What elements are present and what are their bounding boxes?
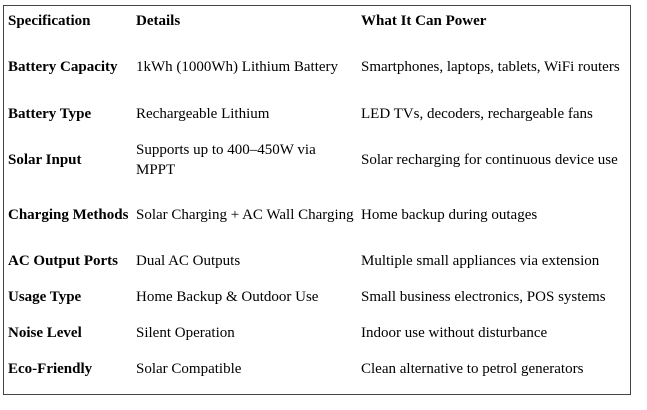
table-row — [4, 351, 628, 387]
row-power: Indoor use without disturbance — [361, 325, 548, 341]
row-power: Home backup during outages — [361, 207, 538, 223]
row-power: Multiple small appliances via extension — [361, 253, 600, 269]
table-row — [4, 279, 628, 315]
table-row — [4, 315, 628, 351]
row-details: Rechargeable Lithium — [136, 105, 270, 122]
table-row — [4, 187, 628, 243]
spec-table — [4, 6, 628, 387]
row-details: Supports up to 400–450W via MPPT — [136, 142, 316, 178]
row-power: Small business electronics, POS systems — [361, 289, 606, 305]
row-spec: Battery Type — [8, 105, 92, 122]
row-spec: Eco-Friendly — [8, 361, 93, 377]
header-specification: Specification — [8, 13, 91, 29]
row-power: Solar recharging for continuous device use — [361, 152, 618, 168]
row-spec: Charging Methods — [8, 207, 129, 223]
row-details: Solar Charging + AC Wall Charging — [136, 207, 354, 223]
row-spec: Battery Capacity — [8, 59, 118, 75]
row-details: 1kWh (1000Wh) Lithium Battery — [136, 59, 339, 75]
row-details: Silent Operation — [136, 325, 235, 341]
row-spec: Noise Level — [8, 325, 82, 341]
table-row — [4, 94, 628, 133]
table-row — [4, 40, 628, 94]
table-row — [4, 133, 628, 187]
table-header-row — [4, 6, 628, 40]
row-power: Clean alternative to petrol generators — [361, 361, 584, 377]
row-spec: Solar Input — [8, 152, 82, 168]
table-row — [4, 243, 628, 279]
row-spec: Usage Type — [8, 289, 82, 305]
row-details: Home Backup & Outdoor Use — [136, 289, 319, 305]
header-details: Details — [136, 13, 181, 29]
row-details: Dual AC Outputs — [136, 253, 241, 269]
row-spec: AC Output Ports — [8, 253, 119, 269]
row-details: Solar Compatible — [136, 361, 242, 377]
header-what-it-can-power: What It Can Power — [361, 13, 487, 29]
row-power: LED TVs, decoders, rechargeable fans — [361, 105, 593, 122]
row-power: Smartphones, laptops, tablets, WiFi routers — [361, 59, 620, 75]
